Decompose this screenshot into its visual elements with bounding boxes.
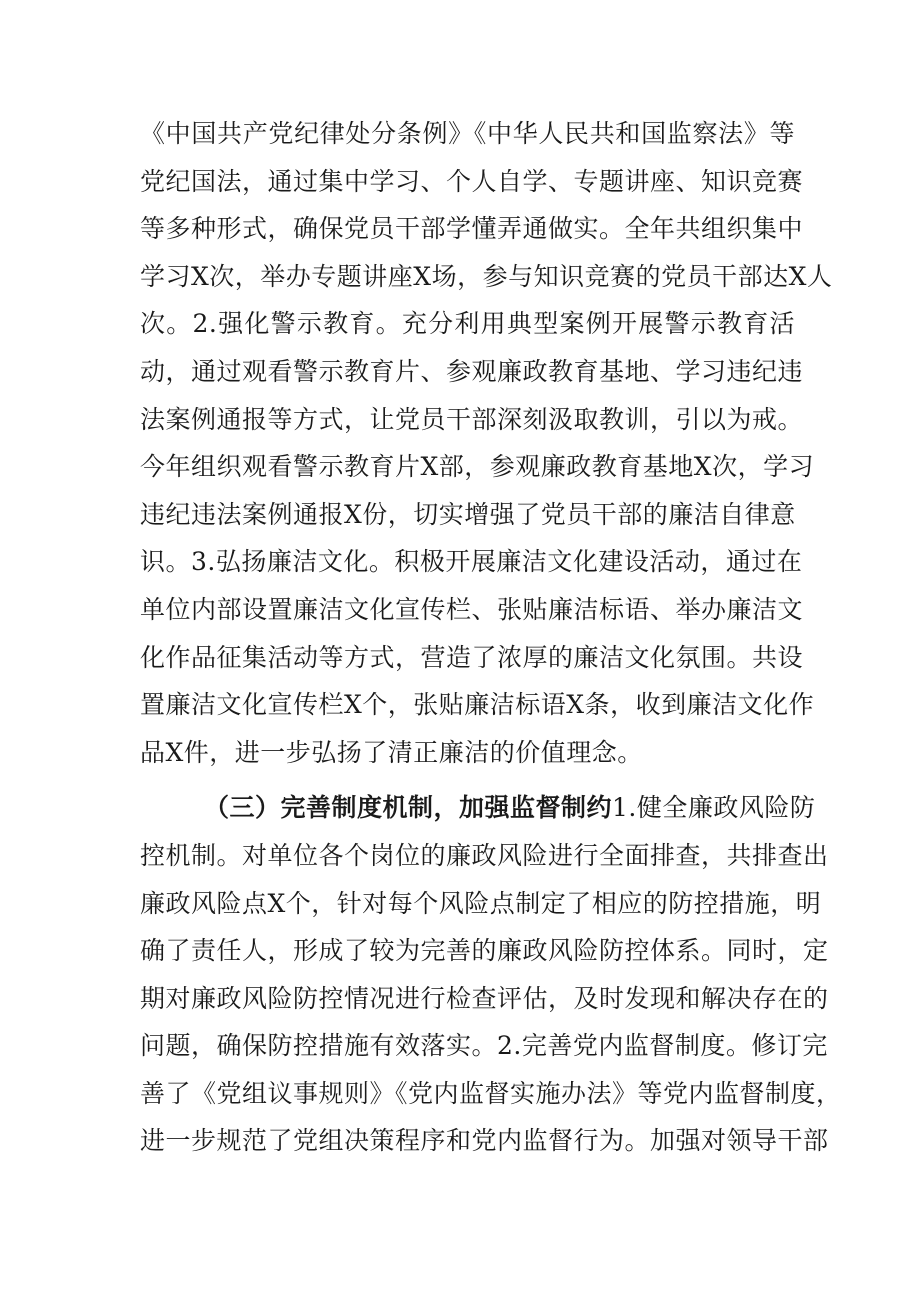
text-line: 期对廉政风险防控情况进行检查评估，及时发现和解决存在的 xyxy=(140,983,829,1013)
section-heading-continuation: 1.健全廉政风险防 xyxy=(612,793,816,823)
text-line: 控机制。对单位各个岗位的廉政风险进行全面排查，共排查出 xyxy=(140,840,829,870)
text-line: 问题，确保防控措施有效落实。2.完善党内监督制度。修订完 xyxy=(140,1031,828,1061)
text-line: 党纪国法，通过集中学习、个人自学、专题讲座、知识竞赛 xyxy=(140,166,804,196)
text-line: 今年组织观看警示教育片X部，参观廉政教育基地X次，学习 xyxy=(140,452,815,482)
text-line: 进一步规范了党组决策程序和党内监督行为。加强对领导干部 xyxy=(140,1126,829,1156)
text-line: 动，通过观看警示教育片、参观廉政教育基地、学习违纪违 xyxy=(140,356,804,386)
text-line: 置廉洁文化宣传栏X个，张贴廉洁标语X条，收到廉洁文化作 xyxy=(140,690,815,720)
text-line: 品X件，进一步弘扬了清正廉洁的价值理念。 xyxy=(140,737,643,767)
text-line: 违纪违法案例通报X份，切实增强了党员干部的廉洁自律意 xyxy=(140,499,796,529)
text-line: 法案例通报等方式，让党员干部深刻汲取教训，引以为戒。 xyxy=(140,404,804,434)
text-line: 廉政风险点X个，针对每个风险点制定了相应的防控措施，明 xyxy=(140,888,822,918)
text-line: 化作品征集活动等方式，营造了浓厚的廉洁文化氛围。共设 xyxy=(140,642,804,672)
text-line: 单位内部设置廉洁文化宣传栏、张贴廉洁标语、举办廉洁文 xyxy=(140,594,804,624)
document-body xyxy=(140,110,842,1165)
text-line: 识。3.弘扬廉洁文化。积极开展廉洁文化建设活动，通过在 xyxy=(140,547,803,577)
text-line: 善了《党组议事规则》《党内监督实施办法》等党内监督制度， xyxy=(140,1078,842,1108)
section-heading: （三）完善制度机制，加强监督制约 xyxy=(204,793,613,823)
text-line: 确了责任人，形成了较为完善的廉政风险防控体系。同时，定 xyxy=(140,936,829,966)
text-line: 等多种形式，确保党员干部学懂弄通做实。全年共组织集中 xyxy=(140,214,804,244)
text-line: 学习X次，举办专题讲座X场，参与知识竞赛的党员干部达X人 xyxy=(140,261,833,291)
section-heading-line xyxy=(140,784,816,832)
text-line: 次。2.强化警示教育。充分利用典型案例开展警示教育活 xyxy=(140,309,795,339)
text-line: 《中国共产党纪律处分条例》《中华人民共和国监察法》等 xyxy=(140,119,795,148)
